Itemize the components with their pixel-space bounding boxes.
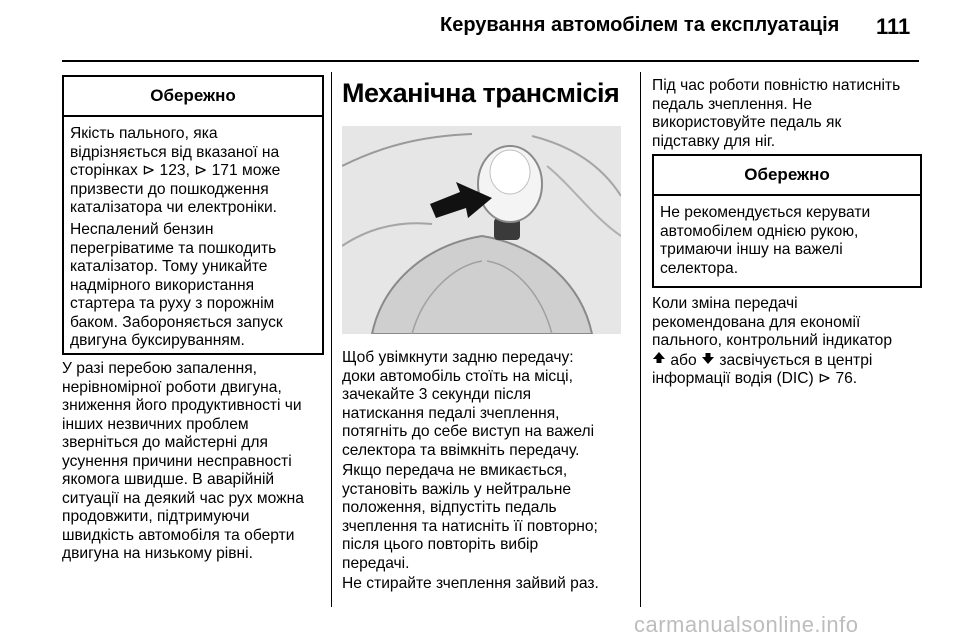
right-paragraph-2: Коли зміна передачі рекомендована для економії пального, контрольний індикатор або засвічується в центрі інформації водія (DIC) ⊳ 76. bbox=[652, 295, 893, 387]
notice-paragraph-1: Якість пального, яка відрізняється від вказаної на сторінках ⊳ 123, ⊳ 171 може призвести до пошкодження каталізатора чи електроніки. bbox=[70, 125, 281, 216]
page-number: 111 bbox=[876, 14, 911, 39]
shift-up-icon bbox=[652, 351, 666, 371]
column-divider-2 bbox=[640, 72, 641, 607]
gear-lever-photo bbox=[342, 126, 621, 334]
middle-paragraph-2: Якщо передача не вмикається, установіть важіль у нейтральне положення, відпустіть педаль зчеплення та натисніть її повторно; після цього повторіть вибір передачі. bbox=[342, 462, 598, 572]
notice-right-body: Не рекомендується керувати автомобілем однією рукою, тримаючи іншу на важелі селектора. bbox=[660, 204, 871, 277]
right-paragraph-1: Під час роботи повністю натисніть педаль зчеплення. Не використовуйте педаль як підставку для ніг. bbox=[652, 77, 901, 150]
header-rule bbox=[62, 60, 919, 62]
notice-box-left bbox=[62, 75, 324, 355]
page-header-title: Керування автомобілем та експлуатація bbox=[440, 14, 840, 36]
column-divider-1 bbox=[331, 72, 332, 607]
notice-box-right bbox=[652, 154, 922, 288]
watermark: carmanualsonline.info bbox=[634, 612, 859, 637]
middle-paragraph-3: Не стирайте зчеплення зайвий раз. bbox=[342, 575, 599, 592]
middle-paragraph-1: Щоб увімкнути задню передачу: доки автомобіль стоїть на місці, зачекайте 3 секунди після натискання педалі зчеплення, потягніть до себе виступ на важелі селектора та ввімкніть передачу. bbox=[342, 349, 595, 459]
notice-paragraph-2: Неспалений бензин перегріватиме та пошкодить каталізатор. Тому уникайте надмірного використання стартера та руху з порожнім баком. Забороняється запуск двигуна буксируванням. bbox=[70, 221, 283, 349]
notice-title: Обережно bbox=[654, 156, 920, 196]
section-heading: Механічна трансмісія bbox=[342, 78, 620, 108]
gear-lever-illustration bbox=[342, 126, 621, 334]
left-paragraph: У разі перебою запалення, нерівномірної роботи двигуна, зниження його продуктивності чи інших незвичних проблем зверніться до майстерні для усунення причини несправності якомога швидше. В аварійній ситуації на деякий час рух можна продовжити, підтримуючи швидкість автомобіля та оберти двигуна на низькому рівні. bbox=[62, 360, 304, 562]
shift-down-icon bbox=[701, 351, 715, 371]
notice-title: Обережно bbox=[64, 77, 322, 117]
